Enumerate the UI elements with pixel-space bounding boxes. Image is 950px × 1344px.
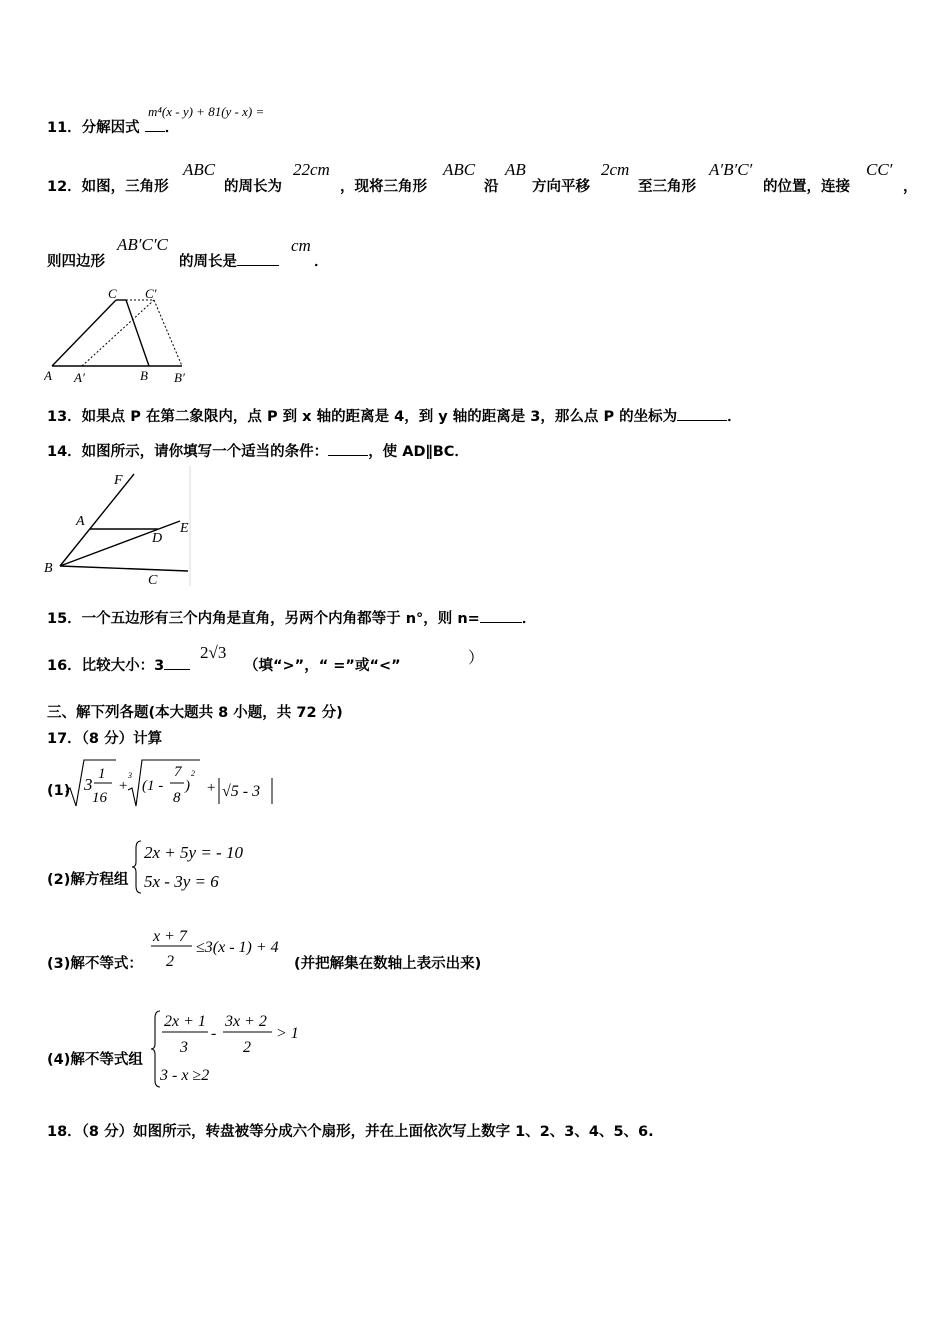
q12-text-l2c: ． [314, 254, 329, 270]
q15-text: 15．一个五边形有三个内角是直角，另两个内角都等于 n°，则 n= [47, 611, 480, 627]
mixed-num: 1 [98, 766, 106, 782]
q14-text-b: ，使 AD∥BC． [368, 444, 469, 460]
q16-text-a: 16．比较大小：3 [47, 658, 165, 674]
p2-eq2: 5x - 3y = 6 [144, 872, 219, 891]
label-F: F [114, 473, 123, 488]
q12-text-f: 至三角形 [638, 179, 696, 195]
q13-text: 13．如果点 P 在第二象限内，点 P 到 x 轴的距离是 4，到 y 轴的距离是 3，那么点 P 的坐标为 [47, 409, 678, 425]
q12-math-cm: cm [291, 236, 311, 255]
q12-text-b: 的周长为 [224, 179, 282, 195]
q12-figure [44, 288, 194, 386]
p4-den2: 2 [243, 1039, 251, 1056]
q12-line1 [47, 175, 169, 196]
p4-eq2: 3 - x ≥2 [160, 1067, 210, 1084]
q12-math-abc: ABC [183, 160, 216, 179]
q12-math-cc: CC′ [866, 160, 893, 179]
q14-answer-blank[interactable] [328, 441, 368, 456]
q16-text-b: （填“>”，“ =”或“<” [244, 658, 401, 674]
abs-content: √5 - 3 [222, 783, 261, 800]
q11-suffix: ． [164, 120, 180, 136]
question-13 [47, 405, 742, 426]
p4-num1: 2x + 1 [164, 1013, 206, 1030]
p4-num2: 3x + 2 [225, 1013, 267, 1030]
q12-text-l2b: 的周长是 [179, 254, 237, 270]
q16-expression: 2√3 [200, 643, 227, 662]
q17-p3-label: (3)解不等式： [47, 956, 143, 972]
q12-text-c: ，现将三角形 [340, 179, 427, 195]
label-B: B [140, 368, 148, 383]
system-brace-4 [151, 1011, 160, 1087]
label-E: E [180, 521, 189, 536]
q17-p1-label: (1) [47, 783, 71, 799]
label-A: A [44, 368, 52, 383]
q14-text-a: 14．如图所示，请你填写一个适当的条件： [47, 444, 329, 460]
q16-text-c: ） [468, 650, 485, 667]
question-15 [47, 607, 536, 628]
segment-A'C' [82, 300, 154, 366]
q15-suffix: ． [521, 611, 537, 627]
q17-p2-system [132, 838, 272, 896]
q12-math-2cm: 2cm [601, 160, 630, 179]
p3-denominator: 2 [166, 953, 174, 970]
label-A-prime: A′ [74, 370, 85, 385]
section-3-title: 三、解下列各题(本大题共 8 小题，共 72 分) [47, 705, 343, 721]
q12-text-h: ， [903, 179, 918, 195]
q12-text-l2a: 则四边形 [47, 254, 105, 270]
question-16 [47, 654, 190, 675]
paren-a: (1 - [142, 778, 164, 794]
question-18: 18．（8 分）如图所示，转盘被等分成六个扇形，并在上面依次写上数字 1、2、3、4、5、6. [47, 1124, 654, 1140]
q17-p2-label: (2)解方程组 [47, 872, 129, 888]
label-A: A [76, 514, 85, 529]
q17-title: 17．（8 分）计算 [47, 731, 163, 747]
p2-eq1: 2x + 5y = - 10 [144, 843, 243, 862]
label-C: C [108, 288, 117, 301]
q12-text-a: 12．如图，三角形 [47, 179, 169, 195]
segment-C'B' [154, 300, 182, 366]
q12-math-ab: AB [505, 160, 526, 179]
q16-answer-blank[interactable] [164, 655, 190, 670]
q11-expression: m⁴(x - y) + 81(y - x) = [148, 104, 265, 119]
q14-figure [42, 466, 194, 588]
square-exp: 2 [191, 769, 195, 778]
plus-2: + [206, 780, 217, 796]
q13-answer-blank[interactable] [677, 406, 727, 421]
frac2-den: 8 [173, 790, 181, 806]
label-C-prime: C′ [145, 288, 157, 301]
q17-p4-system [150, 1008, 310, 1090]
p3-numerator: x + 7 [153, 928, 187, 945]
q12-line2-b [179, 250, 279, 271]
q12-answer-blank[interactable] [237, 251, 279, 266]
q12-math-abc2: ABC [443, 160, 476, 179]
label-C: C [148, 573, 158, 588]
label-B-prime: B′ [174, 370, 185, 385]
q12-text-e: 方向平移 [532, 179, 590, 195]
q11-prefix: 11．分解因式 [47, 120, 140, 136]
paren-b: ) [185, 778, 190, 794]
q12-math-quad: AB′C′C [117, 235, 168, 254]
p4-gt: > 1 [276, 1025, 299, 1042]
q12-text-d: 沿 [484, 179, 499, 195]
p4-minus: - [211, 1025, 217, 1042]
label-D: D [152, 531, 163, 546]
q12-math-22cm: 22cm [293, 160, 330, 179]
q12-math-abc3: A′B′C′ [709, 160, 753, 179]
p4-den1: 3 [180, 1039, 188, 1056]
q17-p3-note: (并把解集在数轴上表示出来) [294, 956, 482, 972]
plus-1: + [118, 778, 129, 794]
q13-suffix: ． [727, 409, 742, 425]
segment-AC [52, 300, 116, 366]
mixed-whole: 3 [84, 775, 93, 794]
p3-rhs: ≤3(x - 1) + 4 [196, 939, 279, 956]
frac2-num: 7 [174, 764, 182, 780]
question-14 [47, 440, 469, 461]
cube-index: 3 [128, 771, 132, 780]
mixed-den: 16 [92, 790, 107, 806]
q17-p1-expression [64, 756, 284, 812]
q15-answer-blank[interactable] [480, 608, 522, 623]
q17-p4-label: (4)解不等式组 [47, 1052, 143, 1068]
q12-text-g: 的位置，连接 [763, 179, 850, 195]
ray-BC [60, 566, 188, 571]
system-brace [132, 841, 141, 893]
label-B: B [44, 561, 53, 576]
q17-p3-inequality [150, 924, 300, 972]
segment-CB [126, 300, 149, 366]
